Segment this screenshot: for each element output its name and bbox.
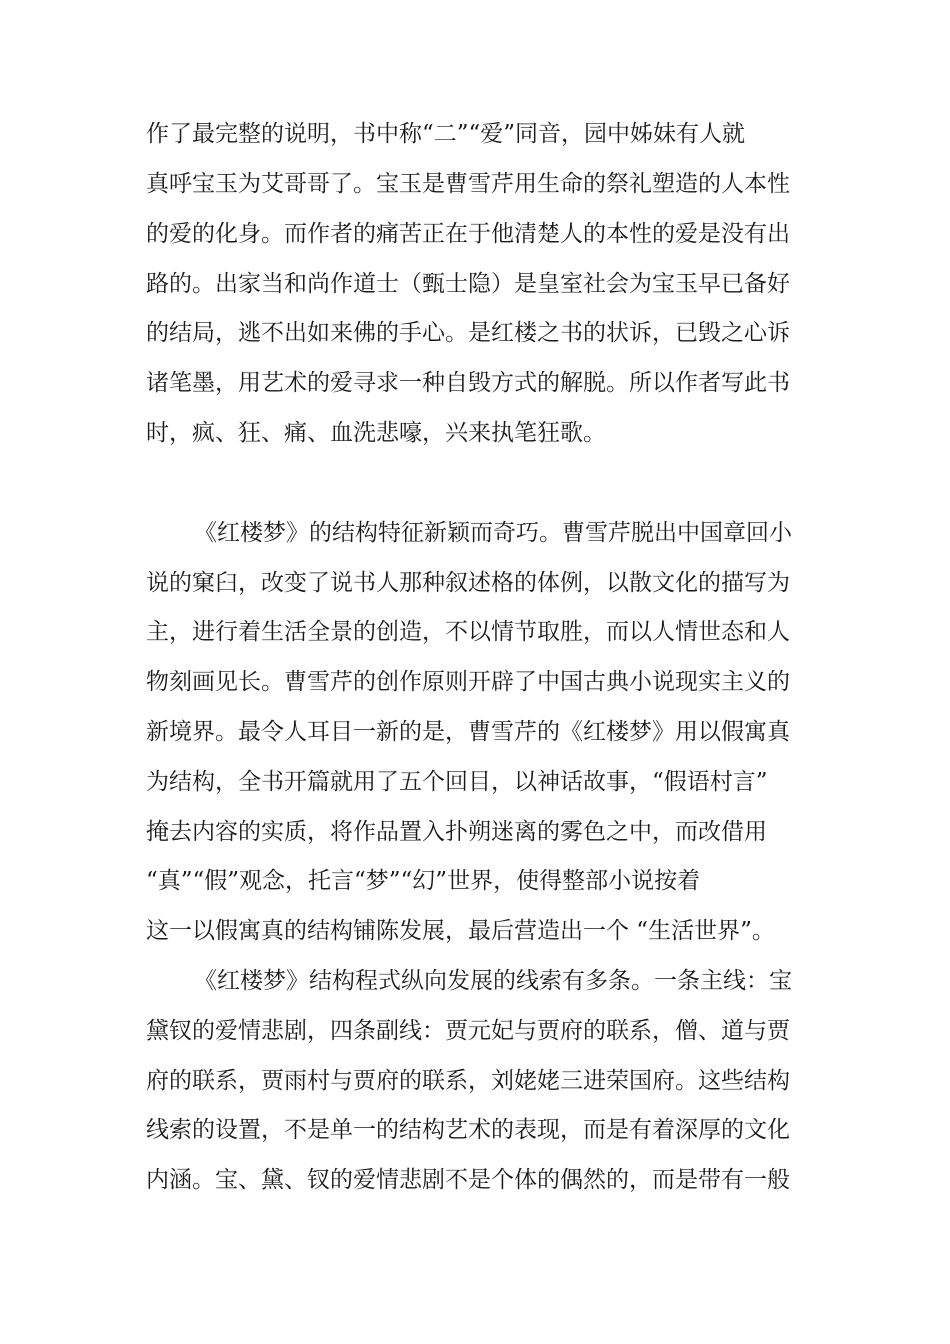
paragraph-1-line-2: 真呼宝玉为艾哥哥了。宝玉是曹雪芹用生命的祭礼塑造的人本性 — [146, 171, 790, 197]
paragraph-1-line-6: 诸笔墨，用艺术的爱寻求一种自毁方式的解脱。所以作者写此书 — [146, 370, 790, 396]
paragraph-2-line-7: 掩去内容的实质，将作品置入扑朔迷离的雾色之中，而改借用 — [146, 819, 767, 845]
paragraph-1-line-7: 时，疯、狂、痛、血洗悲嚎，兴来执笔狂歌。 — [146, 420, 606, 446]
paragraph-2-line-4: 物刻画见长。曹雪芹的创作原则开辟了中国古典小说现实主义的 — [146, 669, 790, 695]
paragraph-2-line-9: 这一以假寓真的结构铺陈发展，最后营造出一个 “生活世界”。 — [146, 918, 775, 944]
paragraph-2-line-5: 新境界。最令人耳目一新的是，曹雪芹的《红楼梦》用以假寓真 — [146, 719, 790, 745]
paragraph-2-line-2: 说的窠臼，改变了说书人那种叙述格的体例，以散文化的描写为 — [146, 570, 790, 596]
paragraph-2-line-6: 为结构，全书开篇就用了五个回目，以神话故事，“假语村言” — [146, 769, 768, 795]
paragraph-3-line-1: 《红楼梦》结构程式纵向发展的线索有多条。一条主线：宝 — [194, 968, 792, 994]
paragraph-1-line-3: 的爱的化身。而作者的痛苦正在于他清楚人的本性的爱是没有出 — [146, 221, 790, 247]
paragraph-2-line-8: “真”“假”观念，托言“梦”“幻”世界，使得整部小说按着 — [146, 868, 701, 894]
paragraph-3-line-5: 内涵。宝、黛、钗的爱情悲剧不是个体的偶然的，而是带有一般 — [146, 1167, 790, 1193]
paragraph-1-line-5: 的结局，逃不出如来佛的手心。是红楼之书的状诉，已毁之心诉 — [146, 320, 790, 346]
paragraph-3-line-4: 线索的设置，不是单一的结构艺术的表现，而是有着深厚的文化 — [146, 1117, 790, 1143]
paragraph-3-line-3: 府的联系，贾雨村与贾府的联系，刘姥姥三进荣国府。这些结构 — [146, 1068, 790, 1094]
paragraph-1-line-4: 路的。出家当和尚作道士（甄士隐）是皇室社会为宝玉早已备好 — [146, 271, 790, 297]
paragraph-1-line-1: 作了最完整的说明，书中称“二”“爱”同音，园中姊妹有人就 — [146, 121, 746, 147]
paragraph-2-line-3: 主，进行着生活全景的创造，不以情节取胜，而以人情世态和人 — [146, 619, 790, 645]
paragraph-3-line-2: 黛钗的爱情悲剧，四条副线：贾元妃与贾府的联系，僧、道与贾 — [146, 1018, 790, 1044]
paragraph-2-line-1: 《红楼梦》的结构特征新颖而奇巧。曹雪芹脱出中国章回小 — [194, 520, 792, 546]
